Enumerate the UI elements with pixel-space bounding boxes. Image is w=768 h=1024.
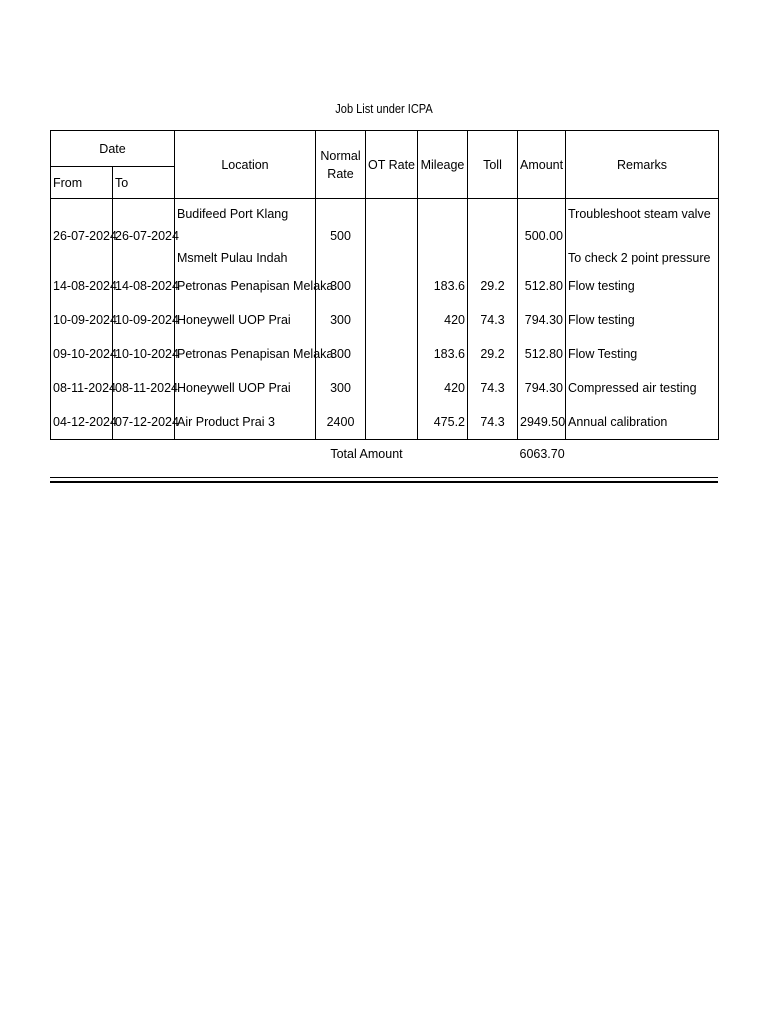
table-row: [51, 371, 719, 405]
cell-location: Honeywell UOP Prai: [175, 371, 316, 405]
cell-toll: 74.3: [468, 405, 518, 440]
cell-ot-rate: [366, 405, 418, 440]
cell-amount: 794.30: [518, 371, 566, 405]
cell-from: 04-12-2024: [51, 405, 113, 440]
cell-location-line: Budifeed Port Klang: [177, 207, 289, 221]
table-row: [51, 303, 719, 337]
header-location: Location: [175, 131, 316, 199]
header-date: Date: [51, 131, 175, 167]
cell-normal-rate: 300: [316, 269, 366, 303]
cell-from: 08-11-2024: [51, 371, 113, 405]
cell-to: 07-12-2024: [113, 405, 175, 440]
cell-remarks: Annual calibration: [566, 405, 719, 440]
cell-ot-rate: [366, 337, 418, 371]
double-underline-divider: [50, 477, 718, 483]
cell-normal-rate: 300: [316, 371, 366, 405]
cell-remarks: Flow Testing: [566, 337, 719, 371]
cell-to: 26-07-2024: [113, 203, 175, 269]
header-ot-rate: OT Rate: [366, 131, 418, 199]
cell-normal-rate: 500: [316, 203, 366, 269]
cell-remarks: Compressed air testing: [566, 371, 719, 405]
cell-location: [175, 203, 316, 269]
table-row: [51, 405, 719, 440]
cell-amount: 512.80: [518, 269, 566, 303]
header-amount: Amount: [518, 131, 566, 199]
cell-mileage: 183.6: [418, 337, 468, 371]
page-title: Job List under ICPA: [335, 101, 433, 116]
cell-remarks: Flow testing: [566, 303, 719, 337]
cell-amount: 500.00: [518, 203, 566, 269]
table-row: [51, 269, 719, 303]
cell-mileage: 420: [418, 371, 468, 405]
cell-ot-rate: [366, 371, 418, 405]
table-row: [51, 203, 719, 269]
header-from: From: [51, 167, 113, 199]
cell-toll: 74.3: [468, 371, 518, 405]
cell-mileage: [418, 203, 468, 269]
total-value: 6063.70: [519, 447, 565, 461]
cell-toll: [468, 203, 518, 269]
cell-location-line: Msmelt Pulau Indah: [177, 251, 288, 265]
cell-remarks-line: Troubleshoot steam valve: [568, 207, 711, 221]
cell-location: Petronas Penapisan Melaka: [175, 269, 316, 303]
cell-location: Petronas Penapisan Melaka: [175, 337, 316, 371]
cell-amount: 2949.50: [518, 405, 566, 440]
cell-toll: 74.3: [468, 303, 518, 337]
cell-from: 14-08-2024: [51, 269, 113, 303]
cell-from: 10-09-2024: [51, 303, 113, 337]
cell-toll: 29.2: [468, 269, 518, 303]
cell-location: Honeywell UOP Prai: [175, 303, 316, 337]
cell-ot-rate: [366, 203, 418, 269]
cell-mileage: 183.6: [418, 269, 468, 303]
cell-location: Air Product Prai 3: [175, 405, 316, 440]
cell-amount: 512.80: [518, 337, 566, 371]
cell-mileage: 475.2: [418, 405, 468, 440]
header-toll: Toll: [468, 131, 518, 199]
cell-remarks: [566, 203, 719, 269]
cell-normal-rate: 300: [316, 337, 366, 371]
cell-normal-rate: 2400: [316, 405, 366, 440]
cell-from: 09-10-2024: [51, 337, 113, 371]
cell-toll: 29.2: [468, 337, 518, 371]
total-label: Total Amount: [330, 447, 403, 461]
cell-to: 14-08-2024: [113, 269, 175, 303]
job-list-table: [50, 130, 719, 468]
cell-remarks-line: To check 2 point pressure: [568, 251, 711, 265]
header-mileage: Mileage: [418, 131, 468, 199]
cell-to: 10-10-2024: [113, 337, 175, 371]
cell-amount: 794.30: [518, 303, 566, 337]
cell-to: 10-09-2024: [113, 303, 175, 337]
cell-normal-rate: 300: [316, 303, 366, 337]
table-row: [51, 337, 719, 371]
cell-mileage: 420: [418, 303, 468, 337]
cell-from: 26-07-2024: [51, 203, 113, 269]
cell-ot-rate: [366, 303, 418, 337]
total-row: [51, 440, 719, 469]
cell-remarks: Flow testing: [566, 269, 719, 303]
cell-ot-rate: [366, 269, 418, 303]
header-to: To: [113, 167, 175, 199]
header-remarks: Remarks: [566, 131, 719, 199]
cell-to: 08-11-2024: [113, 371, 175, 405]
header-normal-rate: Normal Rate: [316, 131, 366, 199]
